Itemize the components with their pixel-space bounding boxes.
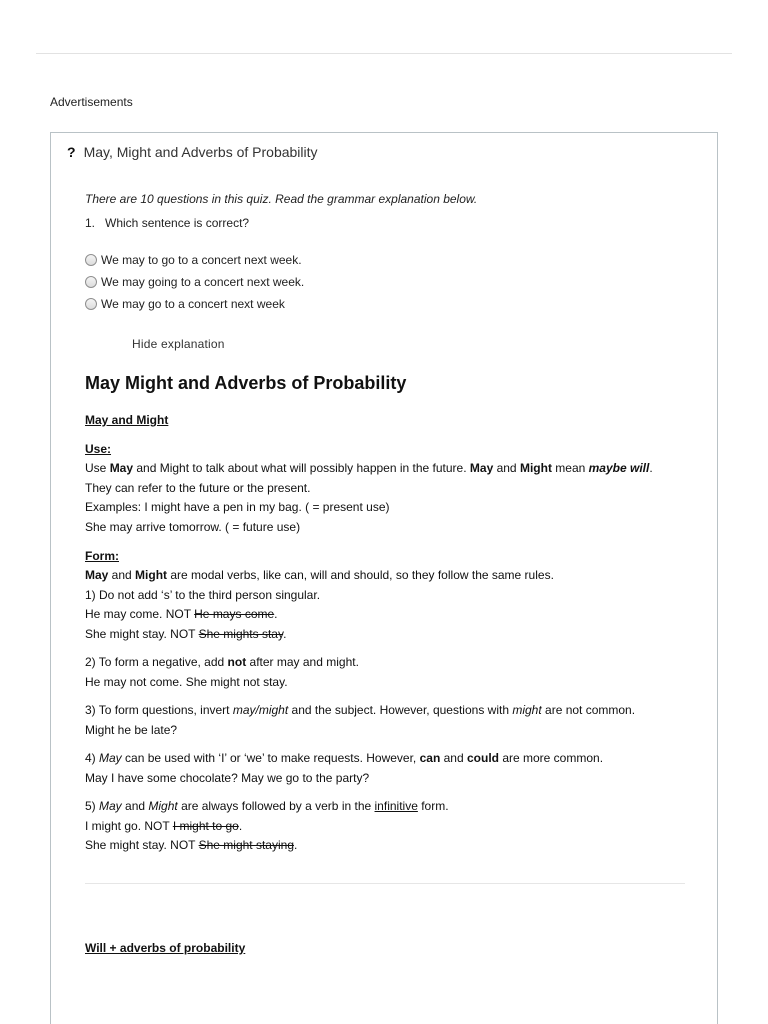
section-divider [85, 883, 685, 884]
use-line-4: She may arrive tomorrow. ( = future use) [85, 519, 301, 534]
may-might-heading: May and Might [85, 413, 169, 427]
rule-3-line-1: 3) To form questions, invert may/might and the subject. However, questions with might are not common. [85, 703, 636, 717]
quiz-intro: There are 10 questions in this quiz. Read the grammar explanation below. [85, 192, 478, 206]
answer-option-label: We may go to a concert next week [101, 297, 285, 311]
answer-options [85, 249, 304, 315]
form-line-1: May and Might are modal verbs, like can, will and should, so they follow the same rules. [85, 568, 554, 582]
rule-1-line-3: She might stay. NOT She mights stay. [85, 626, 287, 641]
rule-5-line-3: She might stay. NOT She might staying. [85, 838, 298, 852]
form-heading: Form: [85, 549, 119, 563]
use-line-1: Use May and Might to talk about what will possibly happen in the future. May and Might mean maybe will. [85, 461, 653, 475]
grammar-explanation [85, 371, 695, 856]
answer-option-label: We may going to a concert next week. [101, 275, 305, 289]
hide-explanation-button[interactable]: Hide explanation [132, 337, 225, 351]
rule-2-line-2: He may not come. She might not stay. [85, 674, 288, 689]
use-line-3: Examples: I might have a pen in my bag. ( = present use) [85, 500, 390, 514]
will-adverbs-heading: Will + adverbs of probability [85, 941, 246, 955]
rule-1-line-2: He may come. NOT He mays come. [85, 607, 278, 621]
rule-4-line-2: May I have some chocolate? May we go to the party? [85, 770, 370, 785]
explanation-title: May Might and Adverbs of Probability [85, 373, 407, 393]
radio-button[interactable] [85, 276, 97, 288]
question-mark-icon: ? [67, 144, 76, 160]
quiz-title-text: May, Might and Adverbs of Probability [83, 144, 318, 160]
question-number: 1. [85, 216, 96, 230]
answer-option-3[interactable] [85, 293, 304, 315]
advertisements-label: Advertisements [50, 95, 133, 109]
rule-3-line-2: Might he be late? [85, 722, 178, 737]
use-line-2: They can refer to the future or the present. [85, 480, 311, 495]
quiz-title [67, 144, 318, 160]
rule-5-line-1: 5) May and Might are always followed by a verb in the infinitive form. [85, 799, 449, 813]
use-heading: Use: [85, 442, 112, 456]
answer-option-label: We may to go to a concert next week. [101, 253, 302, 267]
rule-4-line-1: 4) May can be used with ‘I’ or ‘we’ to make requests. However, can and could are more common. [85, 751, 604, 765]
rule-1-line-1: 1) Do not add ‘s’ to the third person singular. [85, 587, 321, 602]
answer-option-2[interactable] [85, 271, 304, 293]
question-1 [85, 216, 249, 230]
rule-5-line-2: I might go. NOT I might to go. [85, 818, 243, 833]
radio-button[interactable] [85, 254, 97, 266]
radio-button[interactable] [85, 298, 97, 310]
answer-option-1[interactable] [85, 249, 304, 271]
rule-2-line-1: 2) To form a negative, add not after may and might. [85, 655, 359, 669]
quiz-container [50, 132, 718, 1024]
question-text: Which sentence is correct? [105, 216, 250, 230]
top-divider [36, 53, 732, 54]
